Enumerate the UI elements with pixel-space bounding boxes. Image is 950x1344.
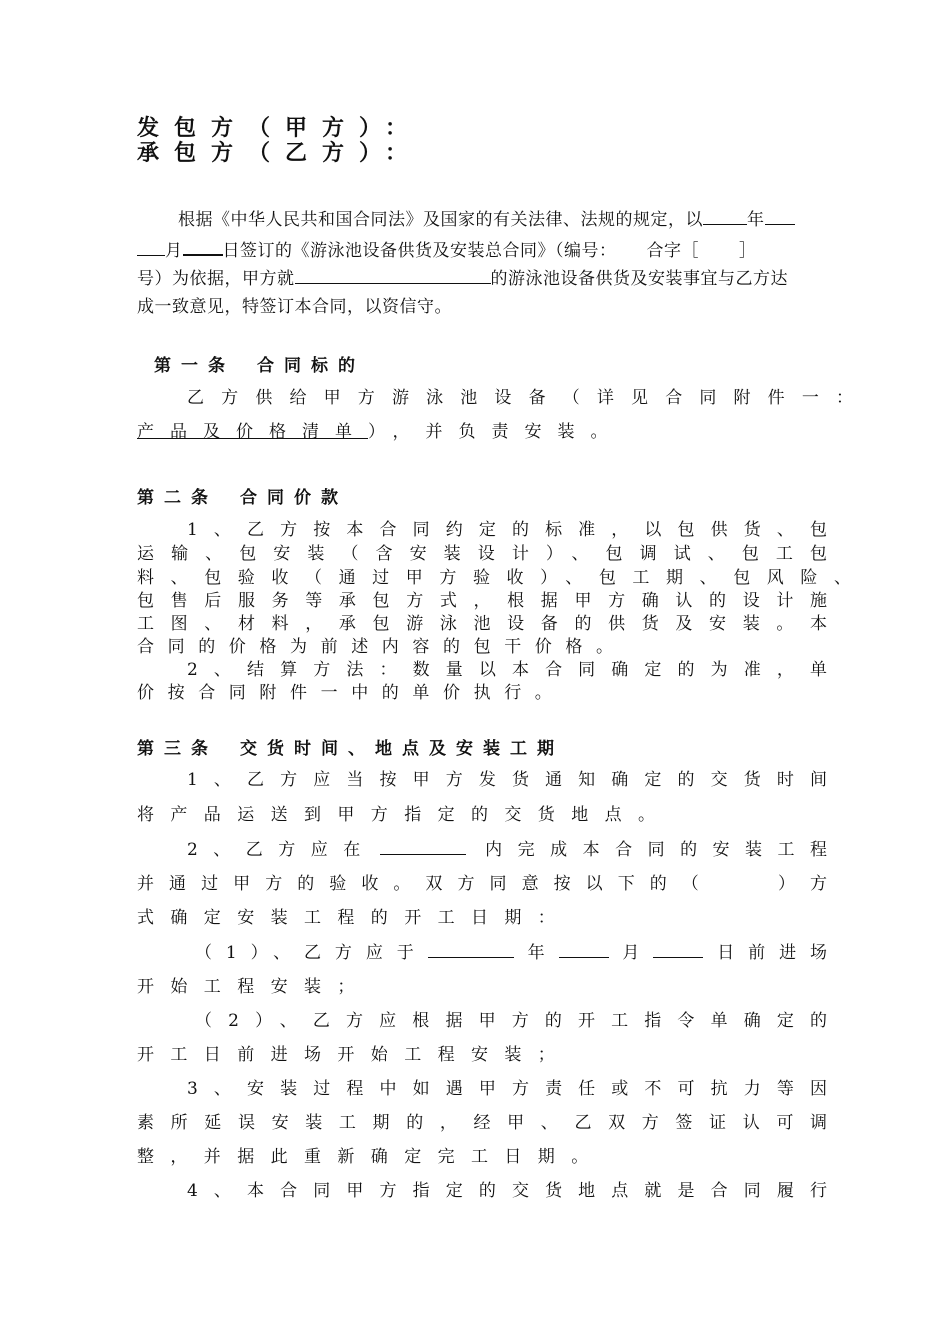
article-2-line-2: 运输、包安装（含安装设计）、包调试、包工包 <box>137 544 827 564</box>
article-3-line-9: 开工日前进场开始工程安装； <box>137 1045 572 1065</box>
article-3-line-3: 2、乙方应在 内完成本合同的安装工程 <box>137 837 827 862</box>
party-b-label: 承包方（乙方）： <box>137 141 423 166</box>
preamble-line-2: 月 日签订的《游泳池设备供货及安装总合同》（编号： 合字［ ］ <box>137 237 841 263</box>
article-3-line-1: 1、乙方应当按甲方发货通知确定的交货时间 <box>187 770 827 790</box>
article-3-line-13: 4、本合同甲方指定的交货地点就是合同履行 <box>187 1181 827 1201</box>
article-3-line-12: 整，并据此重新确定完工日期。 <box>137 1147 605 1167</box>
article-2-line-3: 料、包验收（通过甲方验收）、包工期、包风险、 <box>137 568 851 588</box>
article-1-heading: 第一条 合同标的 <box>154 356 365 376</box>
article-3-line-5: 式确定安装工程的开工日期： <box>137 908 572 928</box>
article-3-line-4: 并通过甲方的验收。双方同意按以下的（ ）方 <box>137 874 827 894</box>
article-3-heading: 第三条 交货时间、地点及安装工期 <box>137 739 564 759</box>
article-2-line-8: 价按合同附件一中的单价执行。 <box>137 683 566 703</box>
article-2-line-6: 合同的价格为前述内容的包干价格。 <box>137 637 627 657</box>
article-3-line-8: （2）、乙方应根据甲方的开工指令单确定的 <box>195 1011 827 1031</box>
article-3-line-7: 开始工程安装； <box>137 977 371 997</box>
article-3-line-6: （1）、乙方应于 年 月 日前进场 <box>137 940 827 965</box>
article-2-line-7: 2、结算方法：数量以本合同确定的为准，单 <box>187 660 827 680</box>
article-1-line-1: 乙方供给甲方游泳池设备（详见合同附件一： <box>187 388 853 408</box>
article-2-line-4: 包售后服务等承包方式，根据甲方确认的设计施 <box>137 591 827 611</box>
preamble-line-4: 成一致意见，特签订本合同，以资信守。 <box>137 297 452 317</box>
article-3-line-2: 将产品运送到甲方指定的交货地点。 <box>137 805 672 825</box>
party-a-label: 发包方（甲方）： <box>137 116 423 141</box>
article-2-heading: 第二条 合同价款 <box>137 488 348 508</box>
preamble-line-1: 根据《中华人民共和国合同法》及国家的有关法律、法规的规定，以 年 <box>178 207 841 232</box>
article-3-line-11: 素所延误安装工期的，经甲、乙双方签证认可调 <box>137 1113 827 1133</box>
article-1-line-2: 产品及价格清单），并负责安装。 <box>137 422 624 442</box>
article-3-line-10: 3、安装过程中如遇甲方责任或不可抗力等因 <box>187 1079 827 1099</box>
article-2-line-1: 1、乙方按本合同约定的标准，以包供货、包 <box>187 520 827 540</box>
article-2-line-5: 工图、材料，承包游泳池设备的供货及安装。本 <box>137 614 827 634</box>
preamble-line-3: 号）为依据，甲方就 的游泳池设备供货及安装事宜与乙方达 <box>137 266 841 291</box>
